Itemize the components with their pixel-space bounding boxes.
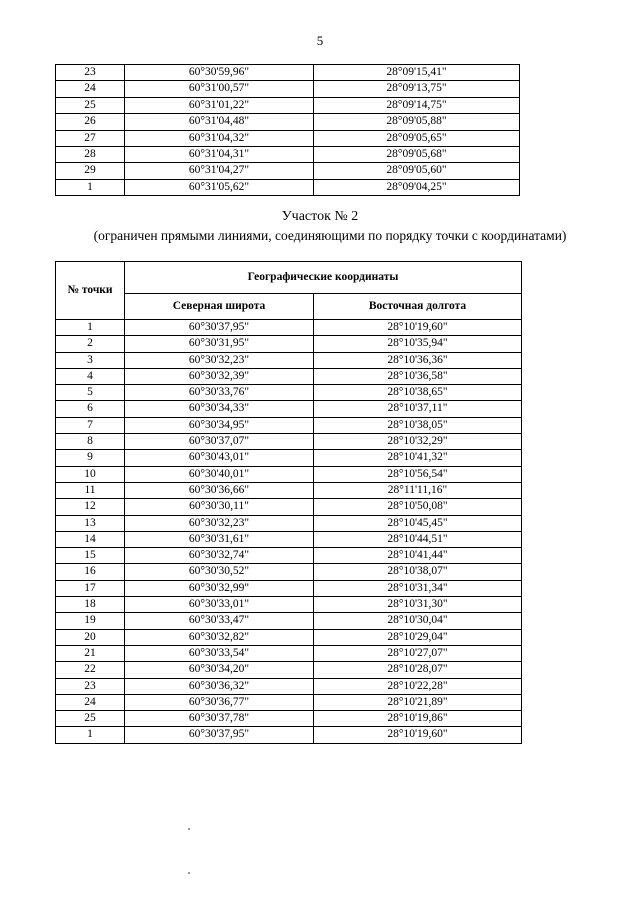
table-row xyxy=(56,352,522,368)
cell-east-longitude: 28°10'41,44" xyxy=(314,548,522,564)
cell-point-number: 12 xyxy=(56,499,125,515)
scan-speck xyxy=(188,872,190,874)
coordinates-table xyxy=(55,261,522,744)
cell-east-longitude: 28°10'31,30" xyxy=(314,597,522,613)
table-row xyxy=(56,711,522,727)
table-row xyxy=(56,531,522,547)
cell-north-latitude: 60°30'34,20" xyxy=(125,662,314,678)
cell-point-number: 25 xyxy=(56,711,125,727)
cell-east-longitude: 28°10'27,07" xyxy=(314,645,522,661)
table-row xyxy=(56,385,522,401)
cell-north-latitude: 60°30'32,23" xyxy=(125,352,314,368)
cell-east-longitude: 28°10'41,32" xyxy=(314,450,522,466)
cell-east-longitude: 28°10'38,07" xyxy=(314,564,522,580)
cell-point-number: 8 xyxy=(56,434,125,450)
cell-north-latitude: 60°31'04,27" xyxy=(125,163,314,179)
cell-east-longitude: 28°10'35,94" xyxy=(314,336,522,352)
table-row xyxy=(56,727,522,743)
table-row xyxy=(56,65,520,81)
table-row xyxy=(56,163,520,179)
cell-north-latitude: 60°30'40,01" xyxy=(125,466,314,482)
cell-east-longitude: 28°09'05,60" xyxy=(314,163,520,179)
table-row xyxy=(56,613,522,629)
cell-east-longitude: 28°09'13,75" xyxy=(314,81,520,97)
cell-point-number: 24 xyxy=(56,81,125,97)
cell-point-number: 23 xyxy=(56,678,125,694)
table-row xyxy=(56,114,520,130)
cell-north-latitude: 60°30'34,33" xyxy=(125,401,314,417)
cell-point-number: 17 xyxy=(56,580,125,596)
table-row xyxy=(56,320,522,336)
cell-north-latitude: 60°30'32,82" xyxy=(125,629,314,645)
coordinates-table-continued xyxy=(55,64,520,196)
table-row xyxy=(56,147,520,163)
cell-point-number: 10 xyxy=(56,466,125,482)
table-row xyxy=(56,645,522,661)
table-row xyxy=(56,434,522,450)
section-title: Участок № 2 xyxy=(281,209,359,224)
cell-north-latitude: 60°30'37,07" xyxy=(125,434,314,450)
cell-north-latitude: 60°30'37,95" xyxy=(125,320,314,336)
table-row xyxy=(56,548,522,564)
cell-point-number: 4 xyxy=(56,368,125,384)
table-header xyxy=(56,262,522,320)
scan-speck xyxy=(188,828,190,830)
table-row xyxy=(56,417,522,433)
cell-north-latitude: 60°30'33,76" xyxy=(125,385,314,401)
cell-point-number: 18 xyxy=(56,597,125,613)
cell-point-number: 5 xyxy=(56,385,125,401)
cell-north-latitude: 60°30'32,23" xyxy=(125,515,314,531)
table-row xyxy=(56,694,522,710)
cell-point-number: 3 xyxy=(56,352,125,368)
header-geo-coordinates: Географические координаты xyxy=(125,262,522,294)
cell-point-number: 27 xyxy=(56,130,125,146)
cell-east-longitude: 28°09'15,41" xyxy=(314,65,520,81)
table-row xyxy=(56,678,522,694)
cell-east-longitude: 28°10'19,60" xyxy=(314,320,522,336)
cell-point-number: 28 xyxy=(56,147,125,163)
cell-north-latitude: 60°30'33,01" xyxy=(125,597,314,613)
cell-east-longitude: 28°10'38,05" xyxy=(314,417,522,433)
table-body xyxy=(56,320,522,744)
cell-north-latitude: 60°30'36,77" xyxy=(125,694,314,710)
cell-north-latitude: 60°31'04,31" xyxy=(125,147,314,163)
cell-north-latitude: 60°30'59,96" xyxy=(125,65,314,81)
cell-north-latitude: 60°30'33,54" xyxy=(125,645,314,661)
cell-point-number: 22 xyxy=(56,662,125,678)
cell-east-longitude: 28°09'05,88" xyxy=(314,114,520,130)
table-row xyxy=(56,482,522,498)
cell-north-latitude: 60°30'43,01" xyxy=(125,450,314,466)
cell-east-longitude: 28°10'38,65" xyxy=(314,385,522,401)
cell-east-longitude: 28°10'36,58" xyxy=(314,368,522,384)
cell-north-latitude: 60°31'04,32" xyxy=(125,130,314,146)
table-row xyxy=(56,629,522,645)
cell-point-number: 24 xyxy=(56,694,125,710)
cell-point-number: 14 xyxy=(56,531,125,547)
cell-north-latitude: 60°30'37,95" xyxy=(125,727,314,743)
cell-point-number: 23 xyxy=(56,65,125,81)
cell-point-number: 19 xyxy=(56,613,125,629)
cell-point-number: 2 xyxy=(56,336,125,352)
table-row xyxy=(56,401,522,417)
cell-north-latitude: 60°31'04,48" xyxy=(125,114,314,130)
cell-east-longitude: 28°10'21,89" xyxy=(314,694,522,710)
cell-east-longitude: 28°10'50,08" xyxy=(314,499,522,515)
cell-east-longitude: 28°10'29,04" xyxy=(314,629,522,645)
cell-point-number: 26 xyxy=(56,114,125,130)
table-row xyxy=(56,580,522,596)
cell-east-longitude: 28°10'32,29" xyxy=(314,434,522,450)
cell-point-number: 13 xyxy=(56,515,125,531)
table-row xyxy=(56,597,522,613)
cell-east-longitude: 28°09'05,65" xyxy=(314,130,520,146)
cell-north-latitude: 60°31'05,62" xyxy=(125,179,314,195)
cell-east-longitude: 28°10'37,11" xyxy=(314,401,522,417)
cell-point-number: 1 xyxy=(56,179,125,195)
cell-east-longitude: 28°10'44,51" xyxy=(314,531,522,547)
cell-north-latitude: 60°30'32,74" xyxy=(125,548,314,564)
cell-east-longitude: 28°10'22,28" xyxy=(314,678,522,694)
cell-point-number: 1 xyxy=(56,727,125,743)
cell-east-longitude: 28°09'14,75" xyxy=(314,97,520,113)
cell-north-latitude: 60°31'01,22" xyxy=(125,97,314,113)
page-number: 5 xyxy=(316,33,324,48)
cell-east-longitude: 28°10'19,86" xyxy=(314,711,522,727)
cell-point-number: 7 xyxy=(56,417,125,433)
header-point-number: № точки xyxy=(56,262,125,320)
table-row xyxy=(56,179,520,195)
cell-east-longitude: 28°10'45,45" xyxy=(314,515,522,531)
cell-point-number: 11 xyxy=(56,482,125,498)
table-row xyxy=(56,97,520,113)
cell-east-longitude: 28°09'05,68" xyxy=(314,147,520,163)
cell-point-number: 16 xyxy=(56,564,125,580)
cell-east-longitude: 28°10'30,04" xyxy=(314,613,522,629)
cell-point-number: 29 xyxy=(56,163,125,179)
table-row xyxy=(56,466,522,482)
cell-east-longitude: 28°10'28,07" xyxy=(314,662,522,678)
table-row xyxy=(56,515,522,531)
cell-north-latitude: 60°30'37,78" xyxy=(125,711,314,727)
cell-east-longitude: 28°10'36,36" xyxy=(314,352,522,368)
table-row xyxy=(56,81,520,97)
cell-north-latitude: 60°30'32,39" xyxy=(125,368,314,384)
table-row xyxy=(56,662,522,678)
cell-point-number: 9 xyxy=(56,450,125,466)
cell-north-latitude: 60°30'32,99" xyxy=(125,580,314,596)
cell-north-latitude: 60°30'31,61" xyxy=(125,531,314,547)
cell-point-number: 20 xyxy=(56,629,125,645)
cell-east-longitude: 28°10'31,34" xyxy=(314,580,522,596)
cell-north-latitude: 60°30'33,47" xyxy=(125,613,314,629)
cell-north-latitude: 60°30'34,95" xyxy=(125,417,314,433)
table-row xyxy=(56,130,520,146)
header-north-latitude: Северная широта xyxy=(125,294,314,320)
cell-point-number: 15 xyxy=(56,548,125,564)
cell-point-number: 1 xyxy=(56,320,125,336)
table-row xyxy=(56,564,522,580)
table-row xyxy=(56,368,522,384)
cell-east-longitude: 28°10'56,54" xyxy=(314,466,522,482)
cell-north-latitude: 60°31'00,57" xyxy=(125,81,314,97)
cell-east-longitude: 28°11'11,16" xyxy=(314,482,522,498)
cell-point-number: 6 xyxy=(56,401,125,417)
cell-east-longitude: 28°09'04,25" xyxy=(314,179,520,195)
cell-east-longitude: 28°10'19,60" xyxy=(314,727,522,743)
table-row xyxy=(56,499,522,515)
cell-north-latitude: 60°30'31,95" xyxy=(125,336,314,352)
cell-north-latitude: 60°30'30,52" xyxy=(125,564,314,580)
cell-north-latitude: 60°30'36,66" xyxy=(125,482,314,498)
table-body xyxy=(56,65,520,196)
cell-point-number: 21 xyxy=(56,645,125,661)
cell-north-latitude: 60°30'30,11" xyxy=(125,499,314,515)
cell-north-latitude: 60°30'36,32" xyxy=(125,678,314,694)
table-row xyxy=(56,450,522,466)
section-subtitle: (ограничен прямыми линиями, соединяющими по порядку точки с координатами) xyxy=(93,228,567,243)
cell-point-number: 25 xyxy=(56,97,125,113)
table-row xyxy=(56,336,522,352)
header-east-longitude: Восточная долгота xyxy=(314,294,522,320)
